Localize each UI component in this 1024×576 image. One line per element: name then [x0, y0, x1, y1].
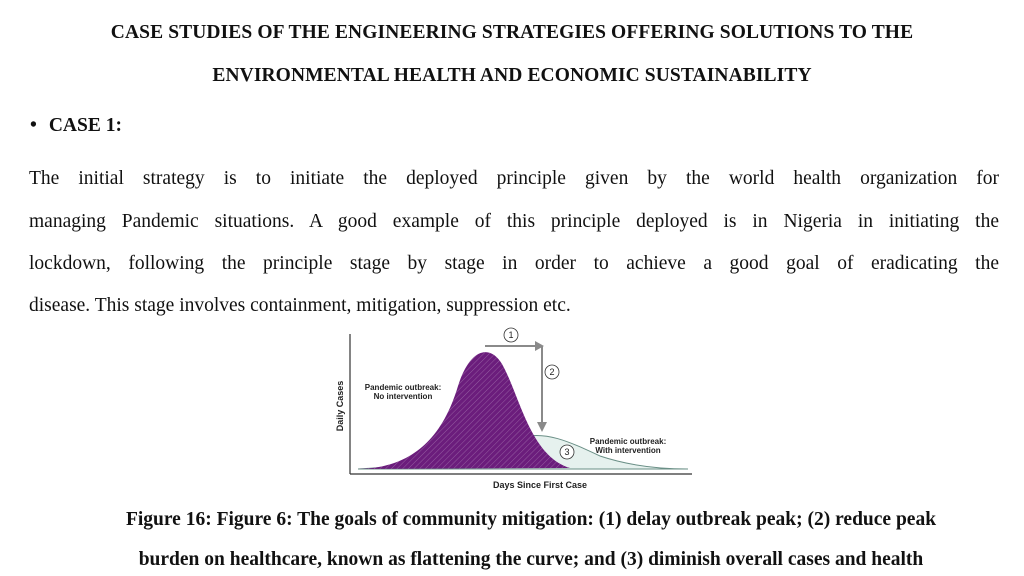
paragraph-line-1: The initial strategy is to initiate the deployed principle given by the world health organization for — [29, 168, 999, 189]
case-label: CASE 1: — [48, 115, 122, 136]
marker-1: 1 — [508, 330, 514, 340]
reduce-peak-arrow-head — [537, 422, 547, 432]
paragraph-line-4: disease. This stage involves containment, mitigation, suppression etc. — [29, 295, 571, 316]
with-intervention-label-1: Pandemic outbreak: — [589, 437, 667, 446]
marker-3: 3 — [564, 447, 570, 457]
heading-line-1: CASE STUDIES OF THE ENGINEERING STRATEGIES OFFERING SOLUTIONS TO THE — [110, 22, 914, 43]
paragraph-line-2: managing Pandemic situations. A good example of this principle deployed is in Nigeria in initiating the — [29, 211, 999, 232]
paragraph-line-3: lockdown, following the principle stage by stage in order to achieve a good goal of eradicating the — [29, 253, 999, 274]
caption-line-1: Figure 16: Figure 6: The goals of community mitigation: (1) delay outbreak peak; (2) reduce peak — [125, 509, 937, 530]
caption-line-2: burden on healthcare, known as flattening the curve; and (3) diminish overall cases and health — [138, 549, 924, 570]
heading-line-2: ENVIRONMENTAL HEALTH AND ECONOMIC SUSTAINABILITY — [212, 65, 812, 86]
y-axis-label: Daily Cases — [335, 380, 345, 432]
flatten-curve-figure — [330, 326, 695, 499]
marker-2: 2 — [549, 367, 555, 377]
case-heading — [30, 115, 122, 137]
x-axis-label: Days Since First Case — [492, 480, 588, 490]
bullet: • — [30, 115, 37, 136]
with-intervention-label-2: With intervention — [595, 446, 661, 455]
no-intervention-label-1: Pandemic outbreak: — [364, 383, 442, 392]
no-intervention-label-2: No intervention — [373, 392, 433, 401]
